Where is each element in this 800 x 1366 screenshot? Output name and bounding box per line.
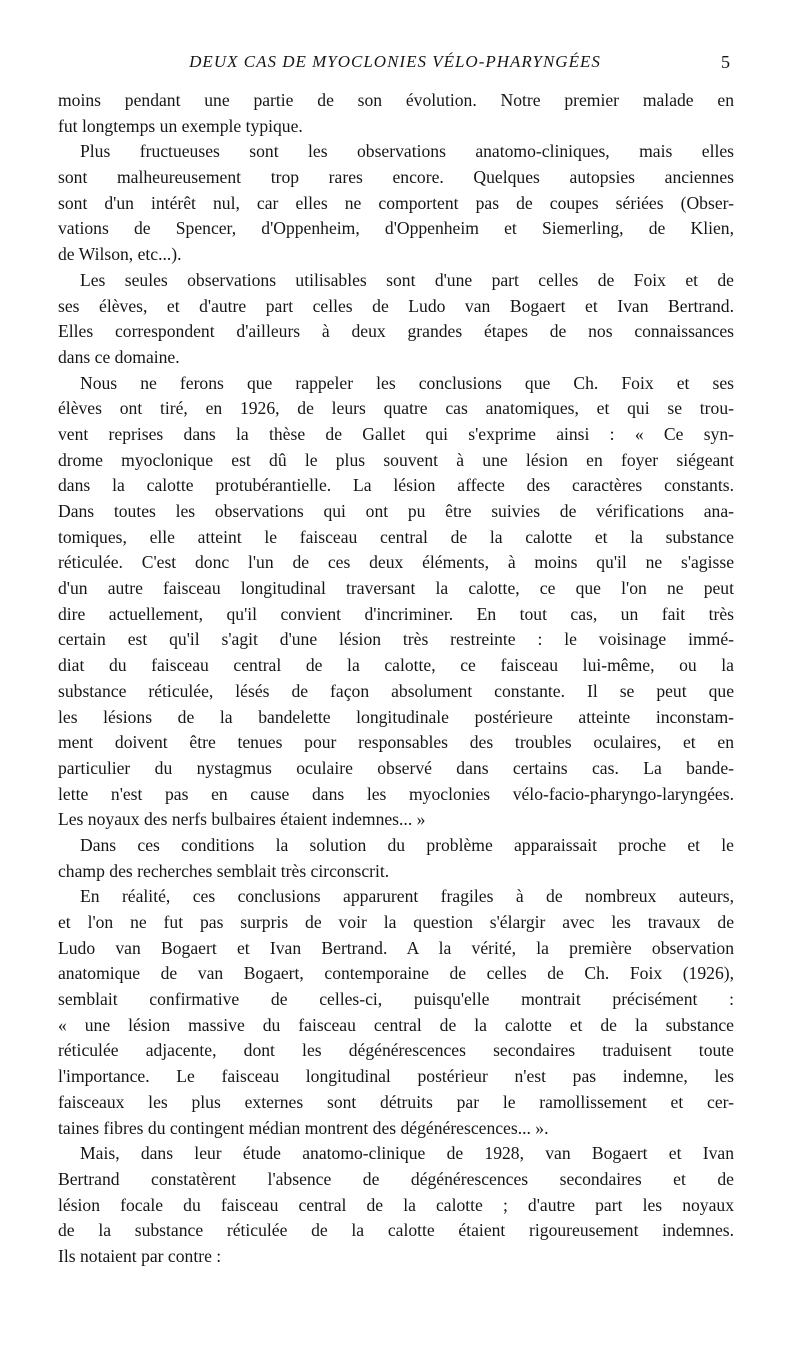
text-line: vent reprises dans la thèse de Gallet qui s'exprime ainsi : « Ce syn- — [58, 423, 734, 444]
text-line: de Wilson, etc...). — [58, 244, 182, 265]
text-line: Plus fructueuses sont les observations anatomo-cliniques, mais elles — [80, 141, 734, 162]
text-line: semblait confirmative de celles-ci, puisqu'elle montrait précisément : — [58, 989, 734, 1010]
text-line: Elles correspondent d'ailleurs à deux grandes étapes de nos connaissances — [58, 321, 734, 342]
text-line: Dans ces conditions la solution du problème apparaissait proche et le — [80, 834, 734, 855]
text-line: Bertrand constatèrent l'absence de dégénérescences secondaires et de — [58, 1168, 734, 1189]
text-line: Ils notaient par contre : — [58, 1245, 222, 1266]
text-line: dire actuellement, qu'il convient d'incriminer. En tout cas, un fait très — [58, 603, 734, 624]
text-line: les lésions de la bandelette longitudinale postérieure atteinte inconstam- — [58, 706, 734, 727]
text-line: faisceaux les plus externes sont détruits par le ramollissement et cer- — [58, 1091, 734, 1112]
text-line: de la substance réticulée de la calotte étaient rigoureusement indemnes. — [58, 1220, 734, 1241]
text-line: sont d'un intérêt nul, car elles ne comportent pas de coupes sériées (Obser- — [58, 192, 734, 213]
paragraph — [58, 884, 734, 1141]
text-line: lésion focale du faisceau central de la calotte ; d'autre part les noyaux — [58, 1194, 734, 1215]
text-line: En réalité, ces conclusions apparurent fragiles à de nombreux auteurs, — [80, 886, 734, 907]
text-line: dans ce domaine. — [58, 346, 180, 367]
text-line: élèves ont tiré, en 1926, de leurs quatre cas anatomiques, et qui se trou- — [58, 398, 734, 419]
text-line: Les noyaux des nerfs bulbaires étaient indemnes... » — [58, 809, 426, 830]
text-line: particulier du nystagmus oculaire observé dans certains cas. La bande- — [58, 757, 734, 778]
paragraph — [58, 833, 734, 884]
text-line: taines fibres du contingent médian montrent des dégénérescences... ». — [58, 1117, 549, 1138]
text-line: réticulée. C'est donc l'un de ces deux éléments, à moins qu'il ne s'agisse — [58, 552, 734, 573]
paragraph — [58, 371, 734, 833]
text-line: fut longtemps un exemple typique. — [58, 115, 303, 136]
text-line: champ des recherches semblait très circonscrit. — [58, 860, 390, 881]
text-line: certain est qu'il s'agit d'une lésion très restreinte : le voisinage immé- — [58, 629, 734, 650]
text-line: d'un autre faisceau longitudinal traversant la calotte, ce que l'on ne peut — [58, 578, 734, 599]
text-line: Dans toutes les observations qui ont pu être suivies de vérifications ana- — [58, 501, 734, 521]
text-line: et l'on ne fut pas surpris de voir la question s'élargir avec les travaux de — [58, 912, 734, 932]
text-line: drome myoclonique est dû le plus souvent à une lésion en foyer siégeant — [58, 449, 734, 470]
text-line: anatomique de van Bogaert, contemporaine de celles de Ch. Foix (1926), — [58, 963, 734, 984]
text-line: dans la calotte protubérantielle. La lésion affecte des caractères constants. — [58, 475, 734, 496]
text-line: « une lésion massive du faisceau central de la calotte et de la substance — [58, 1014, 734, 1035]
text-line: ment doivent être tenues pour responsables des troubles oculaires, et en — [58, 732, 734, 753]
page-number: 5 — [721, 52, 730, 72]
body-text — [58, 88, 734, 1270]
text-line: Mais, dans leur étude anatomo-clinique de 1928, van Bogaert et Ivan — [80, 1143, 734, 1164]
text-line: Nous ne ferons que rappeler les conclusions que Ch. Foix et ses — [80, 372, 734, 393]
running-title: DEUX CAS DE MYOCLONIES VÉLO-PHARYNGÉES — [189, 52, 601, 71]
text-line: vations de Spencer, d'Oppenheim, d'Oppenheim et Siemerling, de Klien, — [58, 218, 734, 239]
text-line: diat du faisceau central de la calotte, ce faisceau lui-même, ou la — [58, 655, 734, 676]
text-line: substance réticulée, lésés de façon absolument constante. Il se peut que — [58, 680, 734, 701]
text-line: ses élèves, et d'autre part celles de Ludo van Bogaert et Ivan Bertrand. — [58, 295, 734, 316]
paragraph — [58, 1141, 734, 1269]
text-line: moins pendant une partie de son évolution. Notre premier malade en — [58, 90, 734, 110]
paragraph — [58, 139, 734, 267]
text-line: lette n'est pas en cause dans les myoclonies vélo-facio-pharyngo-laryngées. — [58, 783, 734, 804]
running-head — [60, 52, 730, 78]
text-line: Les seules observations utilisables sont d'une part celles de Foix et de — [80, 269, 734, 290]
paragraph — [58, 268, 734, 371]
text-line: Ludo van Bogaert et Ivan Bertrand. A la vérité, la première observation — [58, 937, 734, 958]
paragraph — [58, 88, 734, 139]
text-line: sont malheureusement trop rares encore. Quelques autopsies anciennes — [58, 167, 734, 188]
text-line: réticulée adjacente, dont les dégénérescences secondaires traduisent toute — [58, 1040, 734, 1061]
text-line: tomiques, elle atteint le faisceau central de la calotte et la substance — [58, 526, 734, 547]
text-line: l'importance. Le faisceau longitudinal postérieur n'est pas indemne, les — [58, 1066, 734, 1087]
